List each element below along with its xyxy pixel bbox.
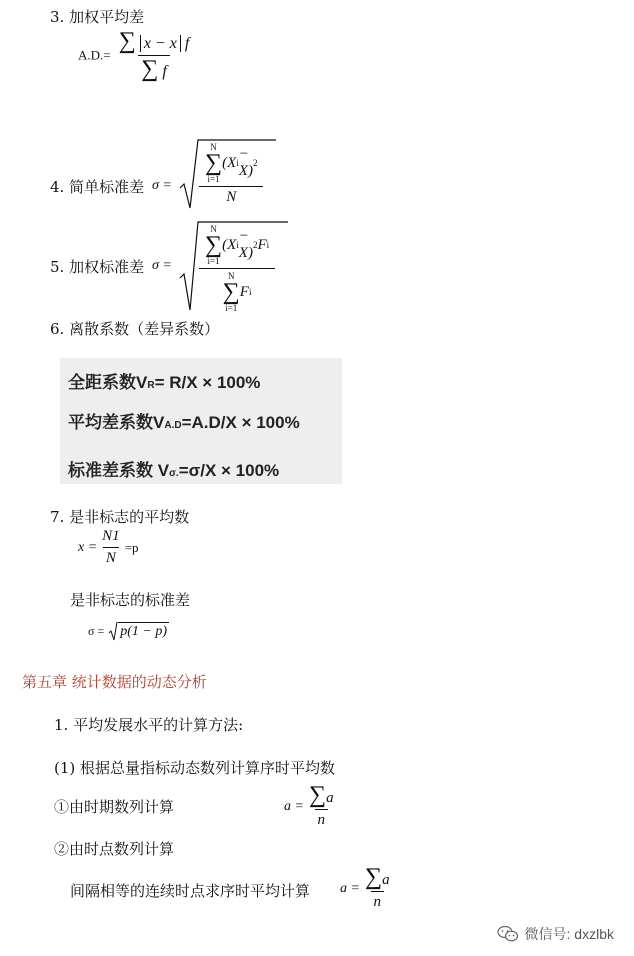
formula-fraction: [362, 866, 393, 911]
sum-symbol: ∑: [118, 28, 136, 54]
sigma-eq: σ =: [152, 258, 172, 273]
formula-fraction: [202, 224, 272, 313]
section-7-formula: [78, 528, 139, 567]
expr-mid: − X): [238, 228, 253, 261]
denominator-n: N: [226, 189, 237, 205]
power: 2: [252, 240, 258, 250]
section-5-label: 5. 加权标准差: [50, 258, 145, 276]
chapter-item-point: ②由时点数列计算: [54, 840, 175, 858]
var-n: n: [371, 891, 385, 911]
sigma-eq: σ =: [88, 623, 105, 638]
expr-mid: − X): [238, 146, 253, 179]
sum-upper: N: [227, 271, 235, 281]
var-a: a: [326, 790, 334, 806]
chapter-item-period: ①由时期数列计算: [54, 798, 175, 816]
row-v: V: [153, 461, 170, 480]
continuous-formula: [340, 866, 393, 911]
row-sub: R: [147, 380, 155, 391]
coefficient-row-range: [68, 368, 260, 393]
coefficient-row-avg-dev: [68, 408, 300, 433]
chapter-subitem-1: (1) 根据总量指标动态数列计算序时平均数: [54, 759, 336, 777]
sum-lower: i=1: [225, 303, 238, 313]
a-eq: a =: [340, 880, 360, 896]
denominator: N: [103, 547, 119, 567]
sum-symbol: ∑: [141, 56, 159, 82]
sum-symbol: ∑: [205, 150, 223, 176]
row-sub: A.D: [164, 420, 182, 431]
sum-symbol: ∑: [308, 782, 327, 808]
binary-std-formula: [88, 620, 169, 642]
weight-f: f: [162, 63, 167, 80]
coefficient-row-std: [68, 456, 279, 481]
abs-value: x − x: [140, 35, 181, 52]
sum-lower: i=1: [207, 174, 220, 184]
sigma-eq: σ =: [152, 178, 172, 193]
binary-std-label: 是非标志的标准差: [70, 591, 191, 609]
expr-x: (X: [222, 236, 237, 253]
denominator-F: F: [239, 283, 249, 300]
row-v: V: [153, 413, 165, 432]
row-v: V: [136, 373, 148, 392]
period-formula: [284, 784, 337, 829]
chapter-item-continuous: 间隔相等的连续时点求序时平均计算: [70, 882, 311, 900]
denominator-sub: i: [248, 287, 252, 297]
coefficient-box: [60, 358, 342, 484]
weight-F: F: [257, 236, 267, 253]
power: 2: [252, 158, 258, 168]
sum-symbol: ∑: [364, 864, 383, 890]
numerator: N1: [102, 528, 120, 544]
wechat-icon: [497, 925, 519, 943]
formula-fraction: [202, 142, 260, 206]
sum-symbol: ∑: [205, 232, 223, 258]
section-4-label: 4. 简单标准差: [50, 178, 145, 196]
radicand: p(1 − p): [120, 624, 168, 639]
var-n: n: [315, 809, 329, 829]
a-eq: a =: [284, 798, 304, 814]
formula-fraction: [99, 528, 123, 567]
weight-f: f: [184, 35, 190, 52]
expr-x: (X: [222, 154, 237, 171]
tail: =p: [124, 539, 139, 555]
section-6-label: 6. 离散系数（差异系数）: [50, 320, 220, 338]
expr-sub: i: [236, 240, 239, 250]
section-7-label: 7. 是非标志的平均数: [50, 508, 190, 526]
row-expr: =σ/X × 100%: [178, 461, 280, 480]
section-3-formula: [78, 30, 192, 81]
formula-fraction: [116, 30, 193, 81]
sum-upper: N: [210, 142, 217, 152]
x-eq: x =: [78, 539, 98, 555]
section-3-label: 3. 加权平均差: [50, 8, 145, 26]
row-name: 标准差系数: [68, 461, 153, 480]
sqrt-sign: [108, 620, 118, 642]
row-expr: =A.D/X × 100%: [181, 413, 300, 432]
row-name: 全距系数: [68, 373, 136, 392]
row-sub: σ.: [169, 468, 179, 479]
row-expr: = R/X × 100%: [154, 373, 261, 392]
sum-lower: i=1: [207, 256, 220, 266]
watermark: [497, 924, 614, 944]
row-name: 平均差系数: [68, 413, 153, 432]
weight-sub: i: [266, 240, 270, 250]
chapter-item-1: 1. 平均发展水平的计算方法:: [54, 716, 244, 734]
expr-sub: i: [236, 158, 239, 168]
sum-symbol: ∑: [222, 279, 240, 305]
watermark-text: 微信号: dxzlbk: [524, 926, 614, 942]
chapter-title: 第五章 统计数据的动态分析: [22, 673, 207, 691]
formula-fraction: [306, 784, 337, 829]
sum-upper: N: [210, 224, 217, 234]
formula-prefix: A.D.=: [78, 47, 111, 63]
var-a: a: [382, 872, 390, 888]
